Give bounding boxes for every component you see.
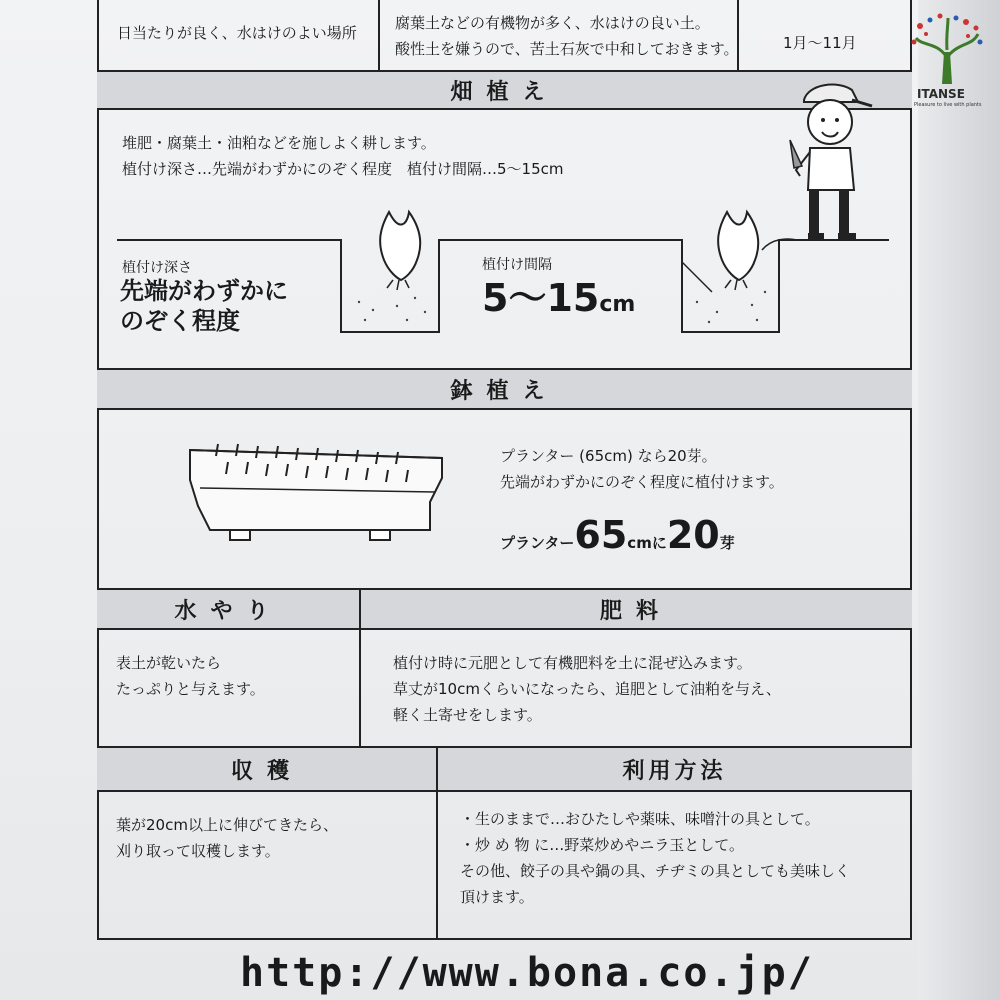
usage-text-4: 頂けます。 bbox=[460, 888, 534, 906]
tree-logo-icon bbox=[908, 12, 984, 86]
usage-text-1: ・生のままで…おひたしや薬味、味噌汁の具として。 bbox=[460, 810, 820, 828]
harvest-text-2: 刈り取って収穫します。 bbox=[116, 842, 280, 860]
divider bbox=[378, 0, 380, 70]
website-url: http://www.bona.co.jp/ bbox=[240, 950, 814, 996]
bulb-icon bbox=[380, 212, 420, 290]
pot-big-text: プランター65cmに20芽 bbox=[500, 513, 735, 557]
water-text-2: たっぷりと与えます。 bbox=[116, 680, 265, 698]
planter-illustration bbox=[180, 430, 455, 560]
pot-text-2: 先端がわずかにのぞく程度に植付けます。 bbox=[500, 473, 784, 491]
place-text: 日当たりが良く、水はけのよい場所 bbox=[117, 24, 357, 42]
fertilizer-text-1: 植付け時に元肥として有機肥料を土に混ぜ込みます。 bbox=[393, 654, 752, 672]
soil-text-1: 腐葉土などの有機物が多く、水はけの良い土。 bbox=[395, 14, 710, 32]
water-text-1: 表土が乾いたら bbox=[116, 654, 222, 672]
pot-text-1: プランター (65cm) なら20芽。 bbox=[500, 447, 717, 465]
spacing-label: 植付け間隔 bbox=[482, 257, 552, 273]
fertilizer-text-3: 軽く土寄せをします。 bbox=[393, 706, 542, 724]
logo-tagline: Pleasure to live with plants bbox=[914, 102, 982, 108]
fertilizer-header: 肥料 bbox=[360, 588, 912, 630]
depth-label: 植付け深さ bbox=[122, 260, 192, 276]
spacing-value: 5〜15cm bbox=[482, 276, 636, 320]
page-edge bbox=[918, 0, 1000, 1000]
fertilizer-text-2: 草丈が10cmくらいになったら、追肥として油粕を与え、 bbox=[393, 680, 781, 698]
field-text-1: 堆肥・腐葉土・油粕などを施しよく耕します。 bbox=[122, 134, 436, 152]
depth-big-2: のぞく程度 bbox=[120, 307, 240, 335]
pot-header: 鉢植え bbox=[97, 368, 912, 410]
depth-big-1: 先端がわずかに bbox=[120, 277, 288, 305]
field-text-2: 植付け深さ…先端がわずかにのぞく程度 植付け間隔…5〜15cm bbox=[122, 160, 564, 178]
harvest-header: 収穫 bbox=[97, 746, 437, 792]
divider bbox=[436, 746, 438, 940]
usage-header: 利用方法 bbox=[437, 746, 912, 792]
field-header: 畑植え bbox=[97, 70, 912, 110]
bulb-icon bbox=[718, 212, 758, 290]
divider bbox=[359, 588, 361, 748]
period-text: 1月〜11月 bbox=[783, 34, 857, 52]
water-header: 水やり bbox=[97, 588, 360, 630]
logo-name: ITANSE bbox=[917, 87, 965, 101]
farmer-illustration bbox=[780, 78, 895, 243]
harvest-text-1: 葉が20cm以上に伸びてきたら、 bbox=[116, 816, 338, 834]
soil-text-2: 酸性土を嫌うので、苦土石灰で中和しておきます。 bbox=[395, 40, 739, 58]
usage-text-3: その他、餃子の具や鍋の具、チヂミの具としても美味しく bbox=[460, 862, 851, 880]
usage-text-2: ・炒 め 物 に…野菜炒めやニラ玉として。 bbox=[460, 836, 745, 854]
